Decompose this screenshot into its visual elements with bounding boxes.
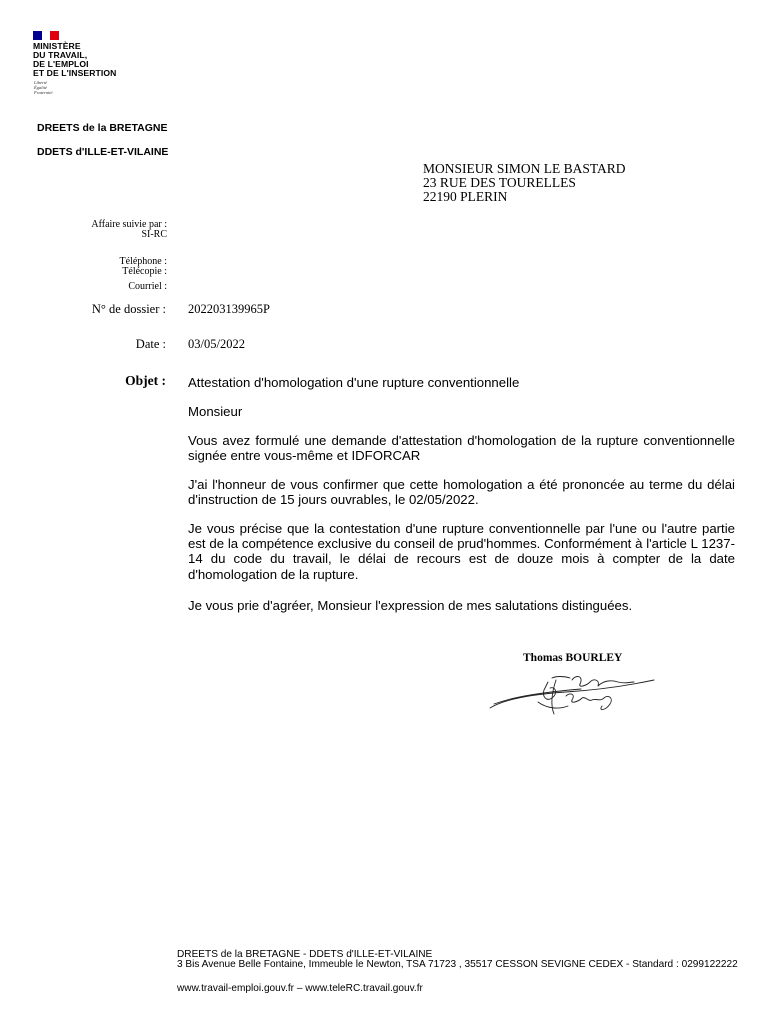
- motto-egalite: Égalité: [34, 85, 47, 90]
- footer-websites: www.travail-emploi.gouv.fr – www.teleRC.travail.gouv.fr: [177, 983, 423, 994]
- ministry-line-2: DU TRAVAIL,: [33, 50, 88, 60]
- motto-fraternite: Fraternité: [34, 90, 53, 95]
- salutation: Monsieur: [188, 404, 243, 419]
- ministry-logo: [33, 31, 143, 101]
- ministry-line-3: DE L'EMPLOI: [33, 59, 89, 69]
- telecopie-label: Télécopie :: [122, 266, 167, 277]
- recipient-name: MONSIEUR SIMON LE BASTARD: [423, 161, 626, 176]
- dossier-value: 202203139965P: [188, 302, 270, 316]
- handwritten-signature: [486, 668, 658, 722]
- paragraph-2: J'ai l'honneur de vous confirmer que cette homologation a été prononcée au terme du délai d'instruction de 15 jours ouvrables, le 02/05/2022.: [188, 477, 735, 508]
- flag-white: [42, 31, 51, 40]
- footer-org: DREETS de la BRETAGNE - DDETS d'ILLE-ET-VILAINE: [177, 949, 433, 960]
- objet-value: Attestation d'homologation d'une rupture conventionnelle: [188, 375, 520, 390]
- ddets-heading: DDETS d'ILLE-ET-VILAINE: [37, 146, 169, 158]
- recipient-address: [423, 162, 626, 204]
- courriel-label: Courriel :: [128, 281, 167, 292]
- objet-label: Objet :: [125, 373, 166, 388]
- french-flag-icon: [33, 31, 59, 40]
- dossier-label: N° de dossier :: [91, 302, 166, 316]
- paragraph-3: Je vous précise que la contestation d'une rupture conventionnelle par l'une ou l'autre partie est de la compétence exclusive du conseil de prud'hommes. Conformément à l'article L 1237-14 du code du travail, le délai de recours est de douze mois à compter de la date d'homologation de la rupture.: [188, 521, 735, 582]
- recipient-city: 22190 PLERIN: [423, 189, 508, 204]
- ministry-line-4: ET DE L'INSERTION: [33, 68, 117, 78]
- affaire-value: SI-RC: [141, 229, 167, 240]
- paragraph-1: Vous avez formulé une demande d'attestation d'homologation de la rupture conventionnelle signée entre vous-même et IDFORCAR: [188, 433, 735, 464]
- flag-blue: [33, 31, 42, 40]
- recipient-street: 23 RUE DES TOURELLES: [423, 175, 576, 190]
- footer-address: 3 Bis Avenue Belle Fontaine, Immeuble le Newton, TSA 71723 , 35517 CESSON SEVIGNE CEDEX - Standard : 0299122222: [177, 959, 738, 970]
- paragraph-4: Je vous prie d'agréer, Monsieur l'expression de mes salutations distinguées.: [188, 598, 633, 613]
- date-label: Date :: [135, 337, 166, 351]
- ministry-line-1: MINISTÈRE: [33, 41, 81, 51]
- motto-liberte: Liberté: [34, 80, 47, 85]
- affaire-label: Affaire suivie par :: [91, 219, 167, 230]
- flag-red: [50, 31, 59, 40]
- date-value: 03/05/2022: [188, 337, 245, 351]
- telephone-label: Téléphone :: [119, 256, 167, 267]
- signer-name: Thomas BOURLEY: [523, 652, 623, 664]
- dreets-heading: DREETS de la BRETAGNE: [37, 122, 168, 134]
